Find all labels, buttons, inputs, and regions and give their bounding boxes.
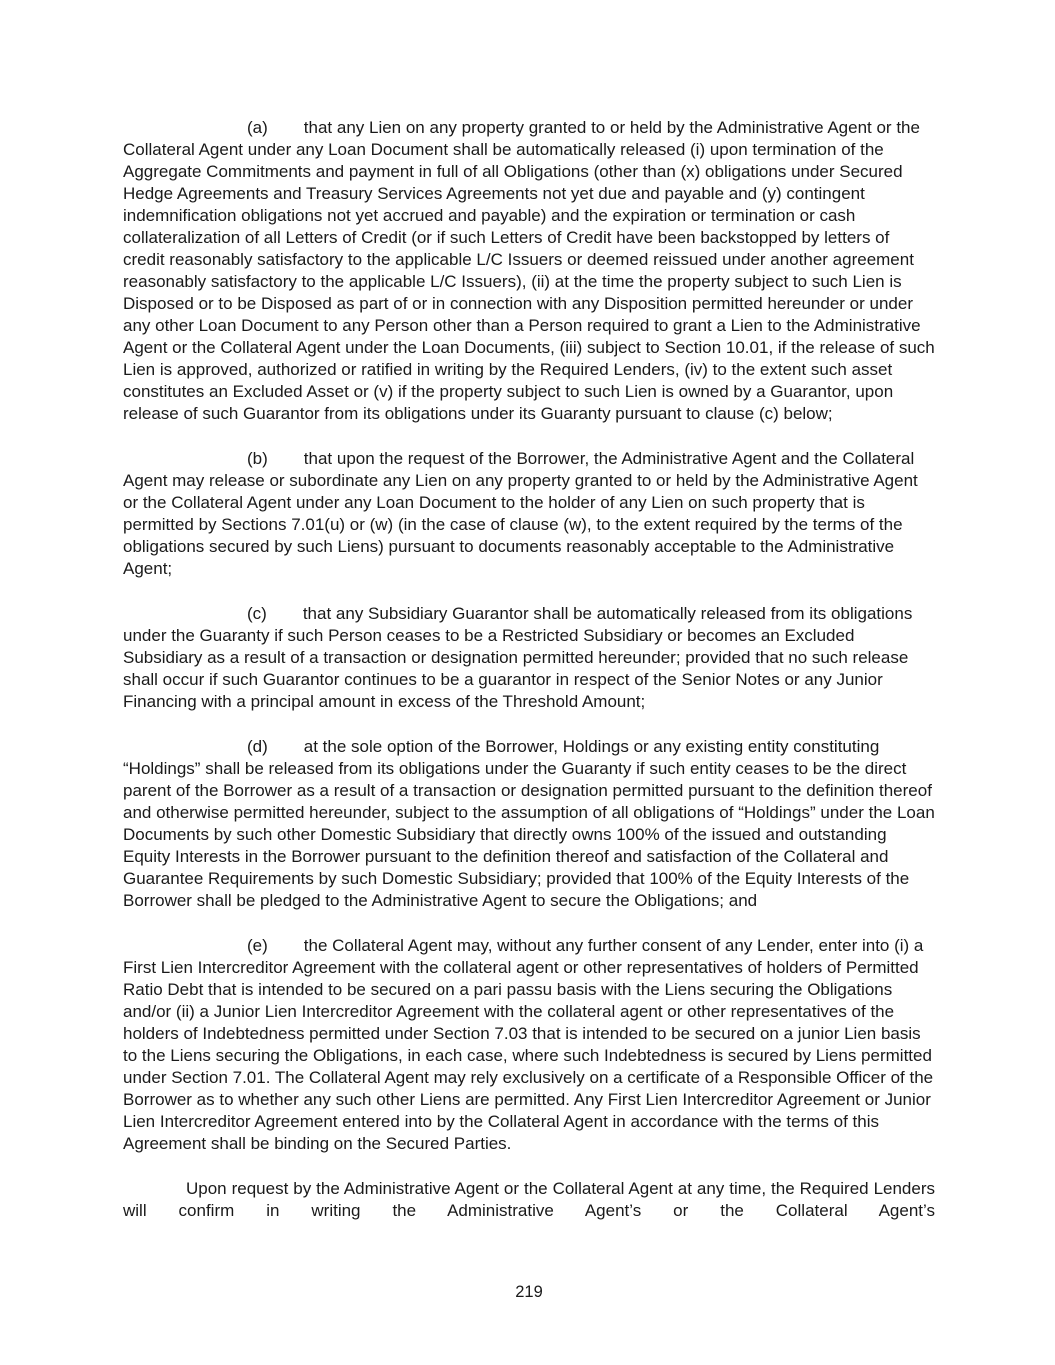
closing-paragraph: Upon request by the Administrative Agent or the Collateral Agent at any time, the Required Lenders will confirm in writing the Administrative Agent’s or the Collateral Agent’s — [123, 1179, 935, 1220]
paragraph-text-b: that upon the request of the Borrower, the Administrative Agent and the Collateral Agent may release or subordinate any Lien on any property granted to or held by the Administrative Agent or the Collateral Agent under any Loan Document to the holder of any Lien on such property that is permitted by Sections 7.01(u) or (w) (in the case of clause (w), to the extent required by the terms of the obligations secured by such Liens) pursuant to documents reasonably acceptable to the Administrative Agent; — [123, 449, 918, 578]
legal-paragraph-c — [123, 603, 935, 713]
paragraph-text-e: the Collateral Agent may, without any further consent of any Lender, enter into (i) a First Lien Intercreditor Agreement with the collateral agent or other representatives of holders of Permitted Ratio Debt that is intended to be secured on a pari passu basis with the Liens securing the Obligations and/or (ii) a Junior Lien Intercreditor Agreement with the collateral agent or other representatives of the holders of Indebtedness permitted under Section 7.03 that is intended to be secured on a junior Lien basis to the Liens securing the Obligations, in each case, where such Indebtedness is secured by Liens permitted under Section 7.01. The Collateral Agent may rely exclusively on a certificate of a Responsible Officer of the Borrower as to whether any such other Liens are permitted. Any First Lien Intercreditor Agreement or Junior Lien Intercreditor Agreement entered into by the Collateral Agent in accordance with the terms of this Agreement shall be binding on the Secured Parties. — [123, 936, 934, 1153]
paragraph-label-d: (d) — [247, 737, 268, 756]
paragraph-label-a: (a) — [247, 118, 268, 137]
paragraph-text-a: that any Lien on any property granted to or held by the Administrative Agent or the Collateral Agent under any Loan Document shall be automatically released (i) upon termination of the Aggregate Commitments and payment in full of all Obligations (other than (x) obligations under Secured Hedge Agreements and Treasury Services Agreements not yet due and payable and (y) contingent indemnification obligations not yet accrued and payable) and the expiration or termination or cash collateralization of all Letters of Credit (or if such Letters of Credit have been backstopped by letters of credit reasonably satisfactory to the applicable L/C Issuers or deemed reissued under another agreement reasonably satisfactory to the applicable L/C Issuers), (ii) at the time the property subject to such Lien is Disposed or to be Disposed as part of or in connection with any Disposition permitted hereunder or under any other Loan Document to any Person other than a Person required to grant a Lien to the Administrative Agent or the Collateral Agent under the Loan Documents, (iii) subject to Section 10.01, if the release of such Lien is approved, authorized or ratified in writing by the Required Lenders, (iv) to the extent such asset constitutes an Excluded Asset or (v) if the property subject to such Lien is owned by a Guarantor, upon release of such Guarantor from its obligations under its Guaranty pursuant to clause (c) below; — [123, 118, 935, 423]
legal-paragraph-a — [123, 117, 935, 425]
page-footer — [123, 1283, 935, 1302]
page-number: 219 — [515, 1283, 543, 1301]
legal-paragraph-b — [123, 448, 935, 580]
paragraph-label-c: (c) — [247, 604, 267, 623]
paragraph-text-d: at the sole option of the Borrower, Holdings or any existing entity constituting “Holdings” shall be released from its obligations under the Guaranty if such entity ceases to be the direct parent of the Borrower as a result of a transaction or designation permitted pursuant to the definition thereof and otherwise permitted hereunder, subject to the assumption of all obligations of “Holdings” under the Loan Documents by such other Domestic Subsidiary that directly owns 100% of the issued and outstanding Equity Interests in the Borrower pursuant to the definition thereof and satisfaction of the Collateral and Guarantee Requirements by such Domestic Subsidiary; provided that 100% of the Equity Interests of the Borrower shall be pledged to the Administrative Agent to secure the Obligations; and — [123, 737, 935, 910]
legal-paragraph-e — [123, 935, 935, 1155]
document-body — [123, 117, 935, 1222]
paragraph-text-c: that any Subsidiary Guarantor shall be automatically released from its obligations under the Guaranty if such Person ceases to be a Restricted Subsidiary or becomes an Excluded Subsidiary as a result of a transaction or designation permitted hereunder; provided that no such release shall occur if such Guarantor continues to be a guarantor in respect of the Senior Notes or any Junior Financing with a principal amount in excess of the Threshold Amount; — [123, 604, 913, 711]
legal-paragraph-d — [123, 736, 935, 912]
paragraph-label-b: (b) — [247, 449, 268, 468]
paragraph-label-e: (e) — [247, 936, 268, 955]
